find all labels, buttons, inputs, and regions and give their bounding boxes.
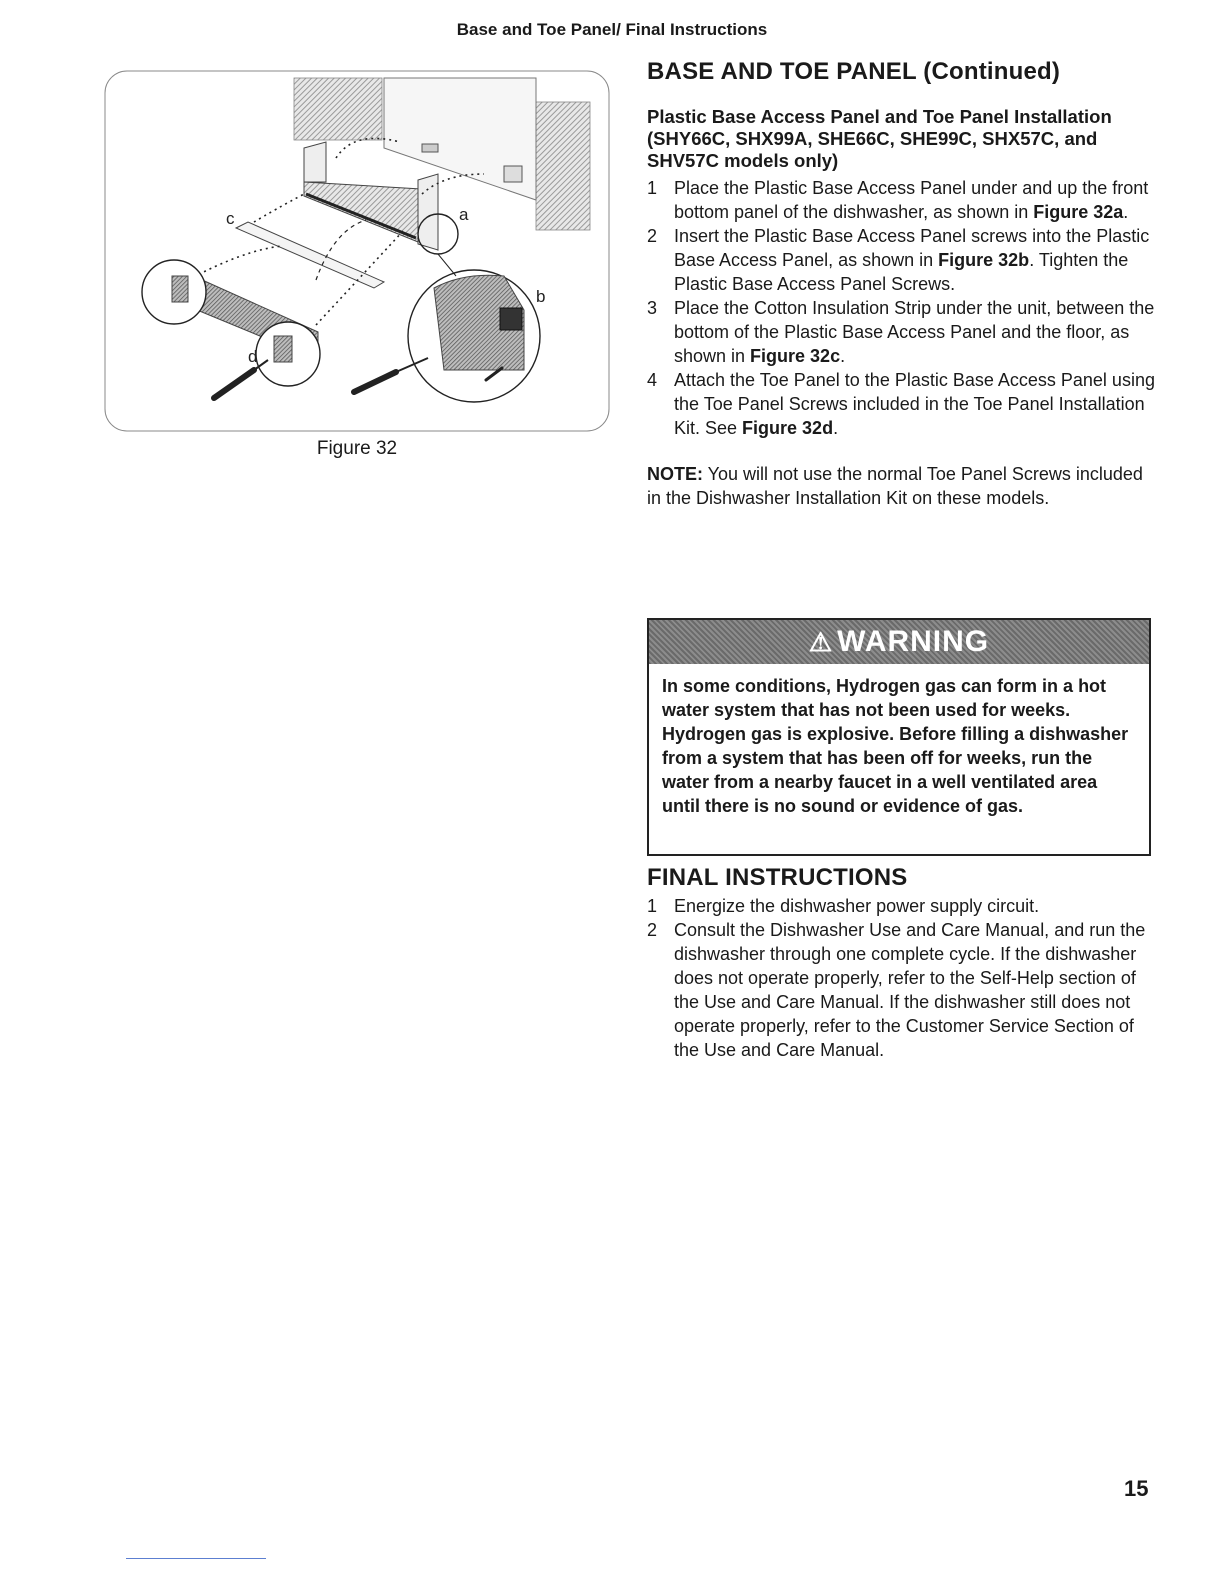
figure-ref: Figure 32d bbox=[742, 418, 834, 438]
figure-ref: Figure 32c bbox=[750, 346, 841, 366]
figure-ref: Figure 32a bbox=[1033, 202, 1124, 222]
page-number: 15 bbox=[1124, 1476, 1149, 1501]
list-item: 1 Energize the dishwasher power supply circuit. bbox=[647, 896, 1040, 916]
callout-a: a bbox=[459, 205, 469, 224]
callout-b: b bbox=[536, 287, 546, 306]
final-steps bbox=[647, 894, 1157, 1062]
step-number: 1 bbox=[647, 178, 658, 198]
warning-title: WARNING bbox=[837, 625, 990, 658]
callout-d: d bbox=[248, 347, 258, 366]
footer-rule bbox=[126, 1558, 266, 1559]
step-number: 2 bbox=[647, 226, 658, 246]
warning-triangle-icon: ⚠ bbox=[808, 626, 834, 657]
warning-header bbox=[649, 620, 1149, 664]
list-item: 4 Attach the Toe Panel to the Plastic Base Access Panel using the Toe Panel Screws included in the Toe Panel Installation Kit. See Figure 32d. bbox=[647, 370, 1155, 438]
note-paragraph bbox=[647, 462, 1157, 510]
figure-32-illustration bbox=[104, 70, 610, 432]
installation-steps bbox=[647, 176, 1157, 440]
step-number: 2 bbox=[647, 920, 658, 940]
final-instructions-section bbox=[647, 864, 1157, 1062]
figure-ref: Figure 32b bbox=[938, 250, 1030, 270]
step-number: 1 bbox=[647, 896, 658, 916]
base-toe-panel-section bbox=[647, 58, 1157, 510]
section-title-base-toe: BASE AND TOE PANEL (Continued) bbox=[647, 58, 1061, 85]
warning-text: In some conditions, Hydrogen gas can form in a hot water system that has not been used for weeks. Hydrogen gas is explosive. Before filling a dishwasher from a system that has been off for weeks, run the water from a nearby faucet in a well ventilated area until there is no sound or evidence of gas. bbox=[662, 676, 1129, 816]
step-number: 3 bbox=[647, 298, 658, 318]
section-title-final: FINAL INSTRUCTIONS bbox=[647, 864, 908, 891]
figure-caption: Figure 32 bbox=[316, 438, 398, 459]
running-head: Base and Toe Panel/ Final Instructions bbox=[456, 20, 768, 39]
list-item: 2 Insert the Plastic Base Access Panel screws into the Plastic Base Access Panel, as shown in Figure 32b. Tighten the Plastic Base Access Panel Screws. bbox=[647, 226, 1150, 294]
list-item: 3 Place the Cotton Insulation Strip under the unit, between the bottom of the Plastic Base Access Panel and the floor, as shown in Figure 32c. bbox=[647, 298, 1155, 366]
note-label: NOTE: bbox=[647, 464, 703, 484]
warning-box bbox=[647, 618, 1151, 856]
note-text: You will not use the normal Toe Panel Screws included in the Dishwasher Installation Kit on these models. bbox=[647, 464, 1143, 508]
list-item: 2 Consult the Dishwasher Use and Care Manual, and run the dishwasher through one complete cycle. If the dishwasher does not operate properly, refer to the Self-Help section of the Use and Care Manual. If the dishwasher still does not operate properly, refer to the Customer Service Section of the Use and Care Manual. bbox=[647, 920, 1146, 1060]
callout-c: c bbox=[226, 209, 235, 228]
list-item: 1 Place the Plastic Base Access Panel under and up the front bottom panel of the dishwasher, as shown in Figure 32a. bbox=[647, 178, 1149, 222]
subhead-installation: Plastic Base Access Panel and Toe Panel Installation (SHY66C, SHX99A, SHE66C, SHE99C, SHX57C, and SHV57C models only) bbox=[647, 106, 1112, 171]
toe-panel-diagram bbox=[104, 70, 610, 432]
step-number: 4 bbox=[647, 370, 658, 390]
